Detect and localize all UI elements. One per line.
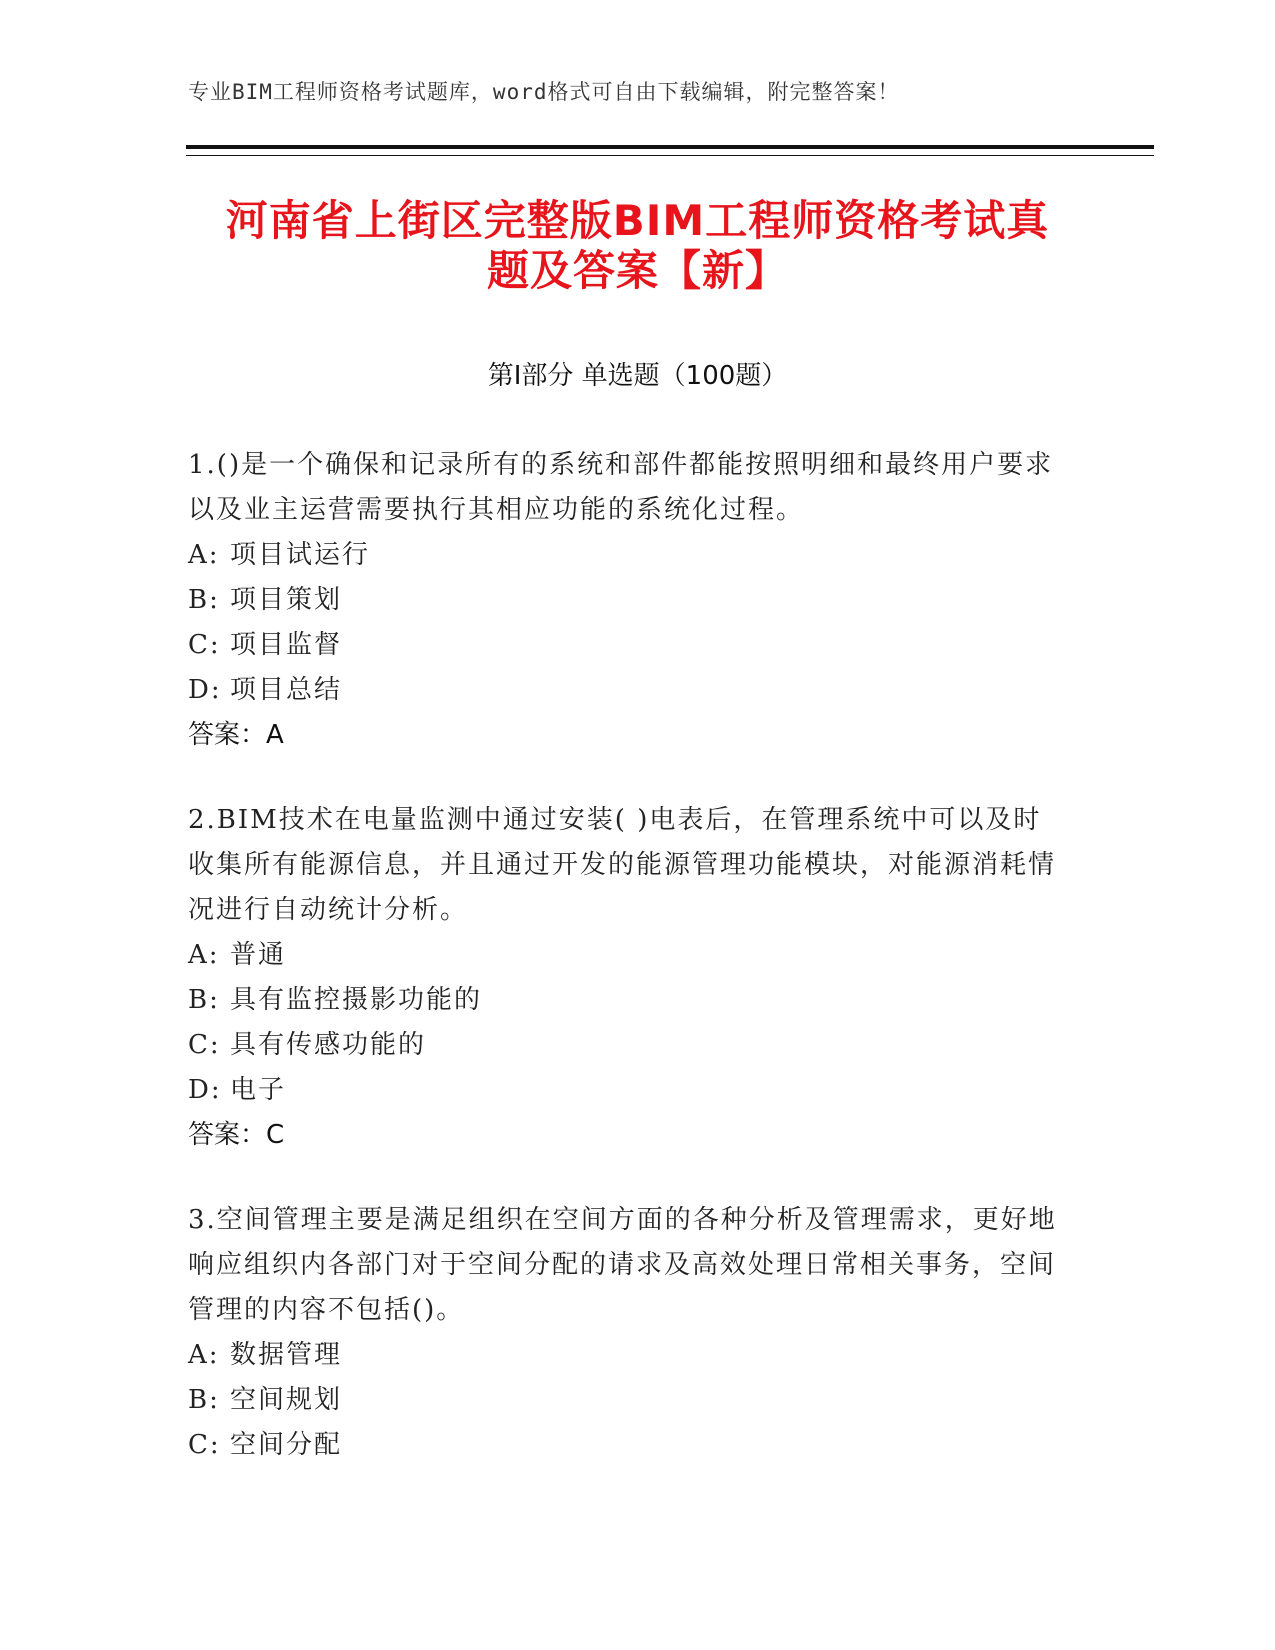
- question-2: [188, 798, 1068, 1158]
- option-text: 项目监督: [230, 630, 343, 660]
- option-text: 空间分配: [230, 1430, 343, 1460]
- option-letter: B:: [188, 985, 220, 1015]
- document-title: [150, 196, 1125, 296]
- option-c: [188, 1023, 1068, 1068]
- option-b: [188, 978, 1068, 1023]
- option-letter: B:: [188, 1385, 220, 1415]
- option-b: [188, 1378, 1068, 1423]
- option-text: 具有监控摄影功能的: [230, 985, 483, 1015]
- question-list: [188, 443, 1068, 1508]
- option-text: 项目策划: [230, 585, 343, 615]
- question-3: [188, 1198, 1068, 1468]
- option-text: 空间规划: [230, 1385, 343, 1415]
- question-1: [188, 443, 1068, 758]
- option-c: [188, 623, 1068, 668]
- option-d: [188, 1068, 1068, 1113]
- option-text: 数据管理: [230, 1340, 343, 1370]
- option-letter: A:: [188, 1340, 220, 1370]
- question-stem: 1.()是一个确保和记录所有的系统和部件都能按照明细和最终用户要求以及业主运营需要执行其相应功能的系统化过程。: [188, 450, 1054, 525]
- option-a: [188, 533, 1068, 578]
- option-letter: D:: [188, 1075, 222, 1105]
- option-d: [188, 668, 1068, 713]
- option-letter: C:: [188, 1030, 221, 1060]
- option-text: 项目试运行: [230, 540, 371, 570]
- option-letter: D:: [188, 675, 222, 705]
- option-b: [188, 578, 1068, 623]
- question-stem: 2.BIM技术在电量监测中通过安装( )电表后，在管理系统中可以及时收集所有能源信息，并且通过开发的能源管理功能模块，对能源消耗情况进行自动统计分析。: [188, 805, 1057, 925]
- header-divider-thick: [186, 145, 1154, 149]
- header-divider-thin: [186, 155, 1154, 156]
- option-a: [188, 1333, 1068, 1378]
- option-text: 项目总结: [230, 675, 343, 705]
- option-text: 电子: [230, 1075, 287, 1105]
- document-title-line-2: 题及答案【新】: [486, 246, 788, 295]
- option-letter: A:: [188, 940, 220, 970]
- option-text: 具有传感功能的: [230, 1030, 427, 1060]
- question-stem: 3.空间管理主要是满足组织在空间方面的各种分析及管理需求，更好地响应组织内各部门对于空间分配的请求及高效处理日常相关事务，空间管理的内容不包括()。: [188, 1205, 1057, 1325]
- option-letter: A:: [188, 540, 220, 570]
- option-c: [188, 1423, 1068, 1468]
- option-letter: C:: [188, 1430, 221, 1460]
- option-text: 普通: [230, 940, 287, 970]
- option-a: [188, 933, 1068, 978]
- section-title: 第Ⅰ部分 单选题（100题）: [487, 361, 788, 391]
- header-note: 专业BIM工程师资格考试题库，word格式可自由下载编辑，附完整答案！: [188, 80, 900, 104]
- answer-line: 答案：A: [188, 720, 284, 750]
- option-letter: B:: [188, 585, 220, 615]
- option-letter: C:: [188, 630, 221, 660]
- document-title-line-1: 河南省上街区完整版BIM工程师资格考试真: [225, 196, 1050, 245]
- answer-line: 答案：C: [188, 1120, 285, 1150]
